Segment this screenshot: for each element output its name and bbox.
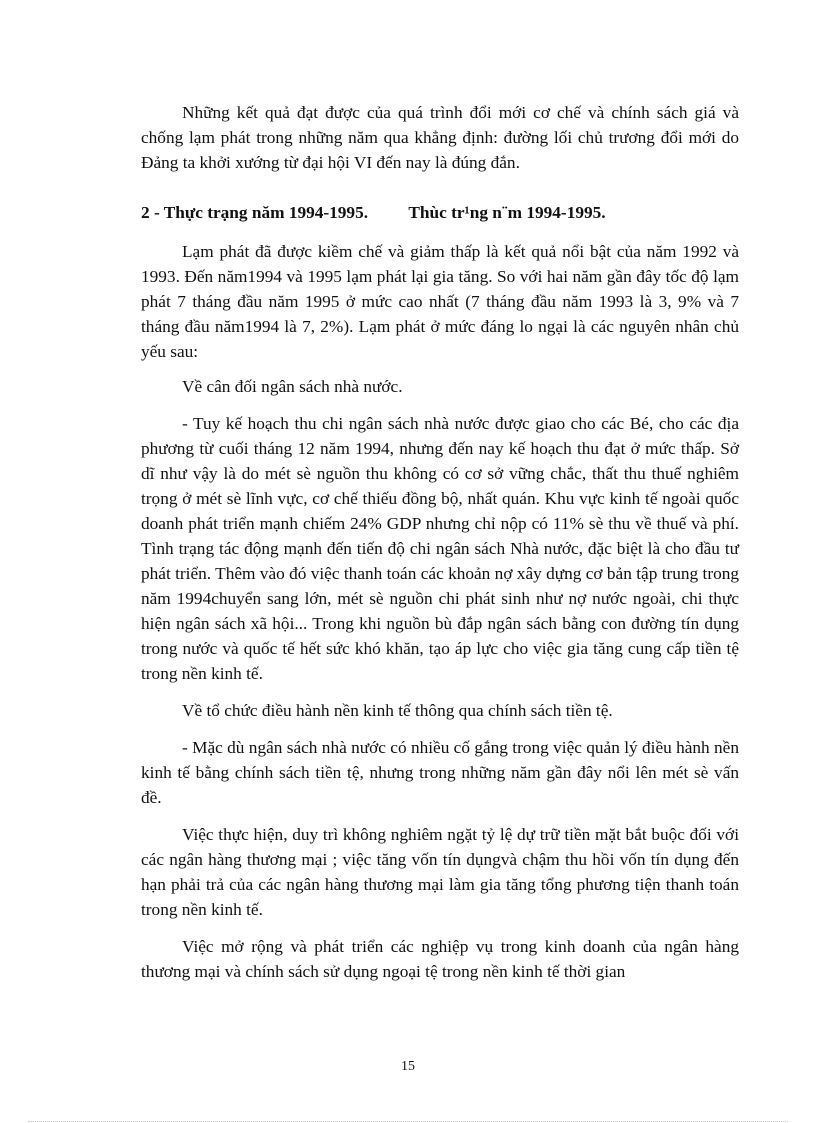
intro-paragraph: Những kết quả đạt được của quá trình đổi mới cơ chế và chính sách giá và chống lạm phát trong những năm qua khẳng định: đường lối chủ trương đổi mới do Đảng ta khởi xướng từ đại hội VI đến nay là đúng đắn. [141, 103, 739, 172]
section-title: - Thực trạng năm 1994-1995. [153, 203, 369, 222]
body-paragraph: Về cân đối ngân sách nhà nước. [182, 377, 403, 396]
body-paragraph: - Mặc dù ngân sách nhà nước có nhiều cố gắng trong việc quản lý điều hành nền kinh tế bằng chính sách tiền tệ, nhưng trong những năm gần đây nổi lên mét sè vấn đề. [141, 738, 739, 807]
body-paragraph: Về tổ chức điều hành nền kinh tế thông qua chính sách tiền tệ. [182, 701, 613, 720]
page-content [141, 100, 739, 984]
section-title-duplicate: Thùc tr¹ng n¨m 1994-1995. [408, 203, 606, 222]
section-number: 2 [141, 203, 150, 222]
body-paragraph: - Tuy kế hoạch thu chi ngân sách nhà nước được giao cho các Bé, cho các địa phương từ cuối tháng 12 năm 1994, nhưng đến nay kế hoạch thu đạt ở mức thấp. Sở dĩ như vậy là do mét sè nguồn thu không có cơ sở vững chắc, thất thu thuế nghiêm trọng ở mét sè lĩnh vực, cơ chế thiếu đồng bộ, nhất quán. Khu vực kinh tế ngoài quốc doanh phát triển mạnh chiếm 24% GDP nhưng chỉ nộp có 11% sè thu về thuế và phí. Tình trạng tác động mạnh đến tiến độ chi ngân sách Nhà nước, đặc biệt là cho đầu tư phát triển. Thêm vào đó việc thanh toán các khoản nợ xây dựng cơ bản tập trung trong năm 1994chuyển sang lớn, mét sè nguồn chi phát sinh như nợ nước ngoài, chi thực hiện ngân sách xã hội... Trong khi nguồn bù đắp ngân sách bằng con đường tín dụng trong nước và quốc tế hết sức khó khăn, tạo áp lực cho việc gia tăng cung cấp tiền tệ trong nền kinh tế. [141, 414, 739, 683]
page-bottom-divider [28, 1121, 788, 1122]
body-paragraph: Lạm phát đã được kiềm chế và giảm thấp là kết quả nổi bật của năm 1992 và 1993. Đến năm1994 và 1995 lạm phát lại gia tăng. So với hai năm gần đây tốc độ lạm phát 7 tháng đầu năm 1995 ở mức cao nhất (7 tháng đầu năm 1993 là 3, 9% và 7 tháng đầu năm1994 là 7, 2%). Lạm phát ở mức đáng lo ngại là các nguyên nhân chủ yếu sau: [141, 242, 739, 361]
body-paragraph: Việc mở rộng và phát triển các nghiệp vụ trong kinh doanh của ngân hàng thương mại và chính sách sử dụng ngoại tệ trong nền kinh tế thời gian [141, 937, 739, 981]
page-number: 15 [401, 1059, 415, 1074]
body-paragraph: Việc thực hiện, duy trì không nghiêm ngặt tỷ lệ dự trữ tiền mặt bắt buộc đối với các ngân hàng thương mại ; việc tăng vốn tín dụngvà chậm thu hồi vốn tín dụng đến hạn phải trả của các ngân hàng thương mại làm gia tăng tổng phương tiện thanh toán trong nền kinh tế. [141, 825, 739, 919]
section-heading [141, 200, 739, 225]
